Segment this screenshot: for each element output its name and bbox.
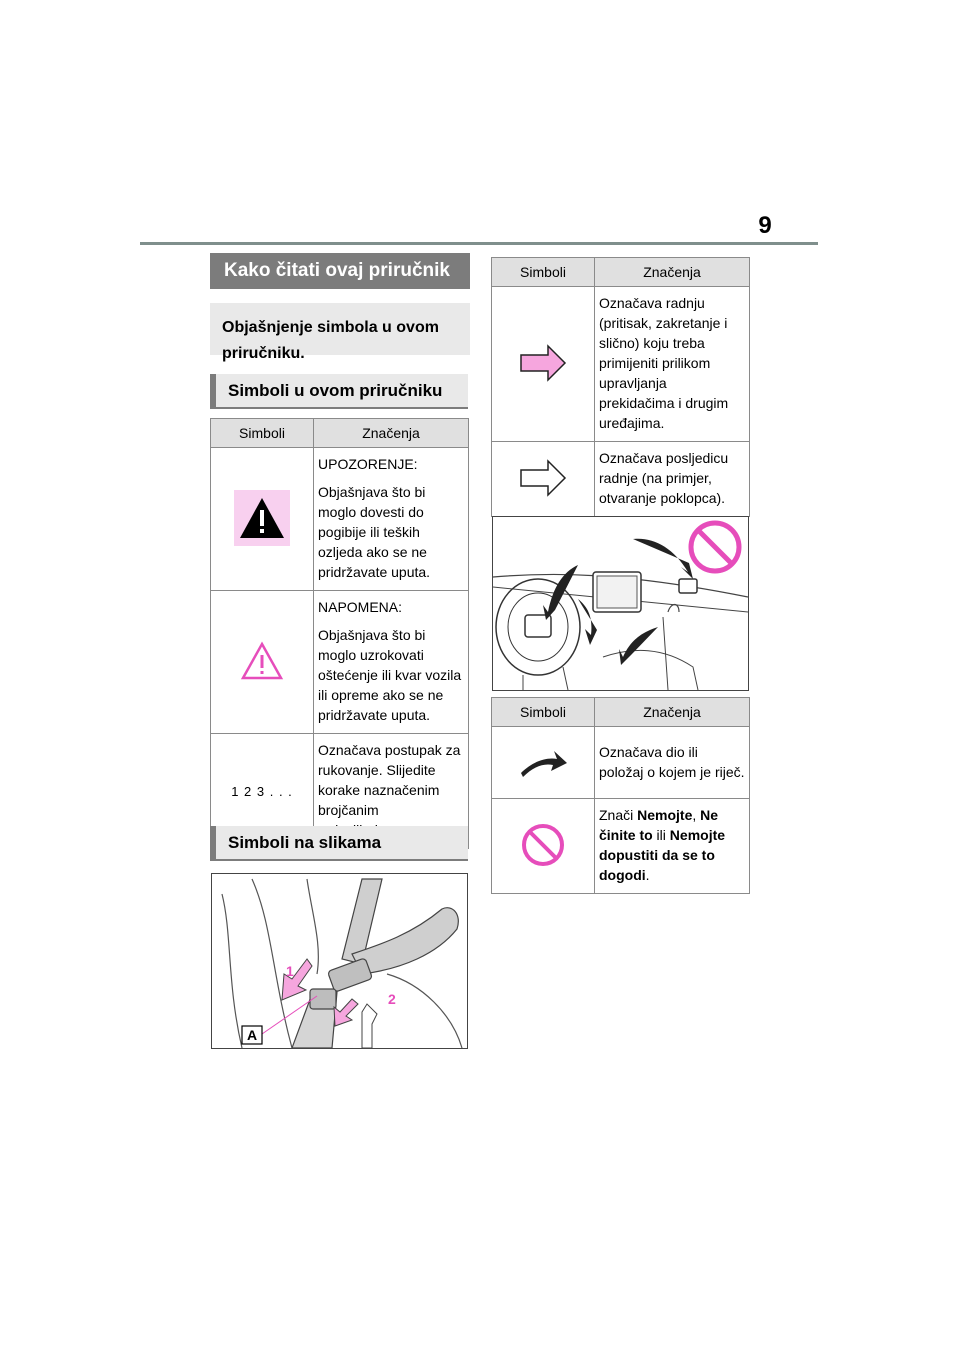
warning-triangle-icon — [234, 490, 290, 546]
dashboard-illustration — [492, 516, 749, 691]
symbols-section-heading: Simboli u ovom priručniku — [210, 374, 468, 409]
label-2: 2 — [388, 991, 396, 1007]
action-symbols-table — [491, 257, 750, 517]
figures-section-heading: Simboli na slikama — [210, 826, 468, 861]
steps-text: Označava postupak za rukovanje. Slijedite korake naznačenim brojčanim — [318, 742, 461, 818]
warning-label: UPOZORENJE: — [318, 456, 418, 472]
action-text: Označava radnju (pritisak, zakretanje i slično) koju treba primijeniti prilikom upravljanja prekidačima i drugim uređajima. — [599, 295, 729, 431]
table-row — [492, 799, 750, 894]
table-row — [492, 727, 750, 799]
table-header-row — [211, 419, 469, 448]
main-heading: Kako čitati ovaj priručnik — [210, 253, 470, 289]
result-text: Označava posljedicu radnje (na primjer, otvaranje poklopca). — [599, 450, 729, 506]
outline-arrow-icon — [518, 458, 568, 498]
symbols-table — [210, 418, 469, 849]
seatbelt-illustration — [211, 873, 468, 1049]
note-text: Objašnjava što bi moglo uzrokovati oštećenje ili kvar vozila ili opreme ako se ne pridržavate uputa. — [318, 627, 462, 723]
table-header-row — [492, 698, 750, 727]
top-rule — [140, 242, 818, 245]
table-row — [492, 442, 750, 517]
col-symbol-header: Simboli — [492, 258, 595, 287]
label-a: A — [246, 1027, 258, 1043]
col-symbol-header: Simboli — [211, 419, 314, 448]
steps-icon: 1 2 3 . . . — [231, 784, 293, 799]
intro-text: Objašnjenje simbola u ovom priručniku. — [210, 303, 470, 355]
prohibited-text: Znači Nemojte, Ne činite to ili Nemojte dopustiti da se to dogodi. — [599, 807, 726, 883]
table-row — [211, 591, 469, 734]
col-meaning-header: Značenja — [595, 698, 750, 727]
dashboard-drawing — [493, 517, 748, 690]
page-number: 9 — [758, 212, 772, 239]
col-symbol-header: Simboli — [492, 698, 595, 727]
curved-arrow-icon — [517, 743, 569, 779]
table-header-row — [492, 258, 750, 287]
col-meaning-header: Značenja — [595, 258, 750, 287]
note-label: NAPOMENA: — [318, 599, 403, 615]
position-text: Označava dio ili položaj o kojem je riječ. — [599, 743, 745, 780]
caution-triangle-icon — [240, 641, 284, 681]
seatbelt-drawing — [212, 874, 467, 1048]
illustration-symbols-table — [491, 697, 750, 894]
label-1: 1 — [286, 963, 294, 979]
col-meaning-header: Značenja — [314, 419, 469, 448]
table-row — [492, 287, 750, 442]
pink-arrow-icon — [518, 343, 568, 383]
table-row — [211, 448, 469, 591]
warning-text: Objašnjava što bi moglo dovesti do pogibije ili teških ozljeda ako se ne pridržavate uputa. — [318, 484, 431, 580]
prohibited-icon — [519, 821, 567, 869]
